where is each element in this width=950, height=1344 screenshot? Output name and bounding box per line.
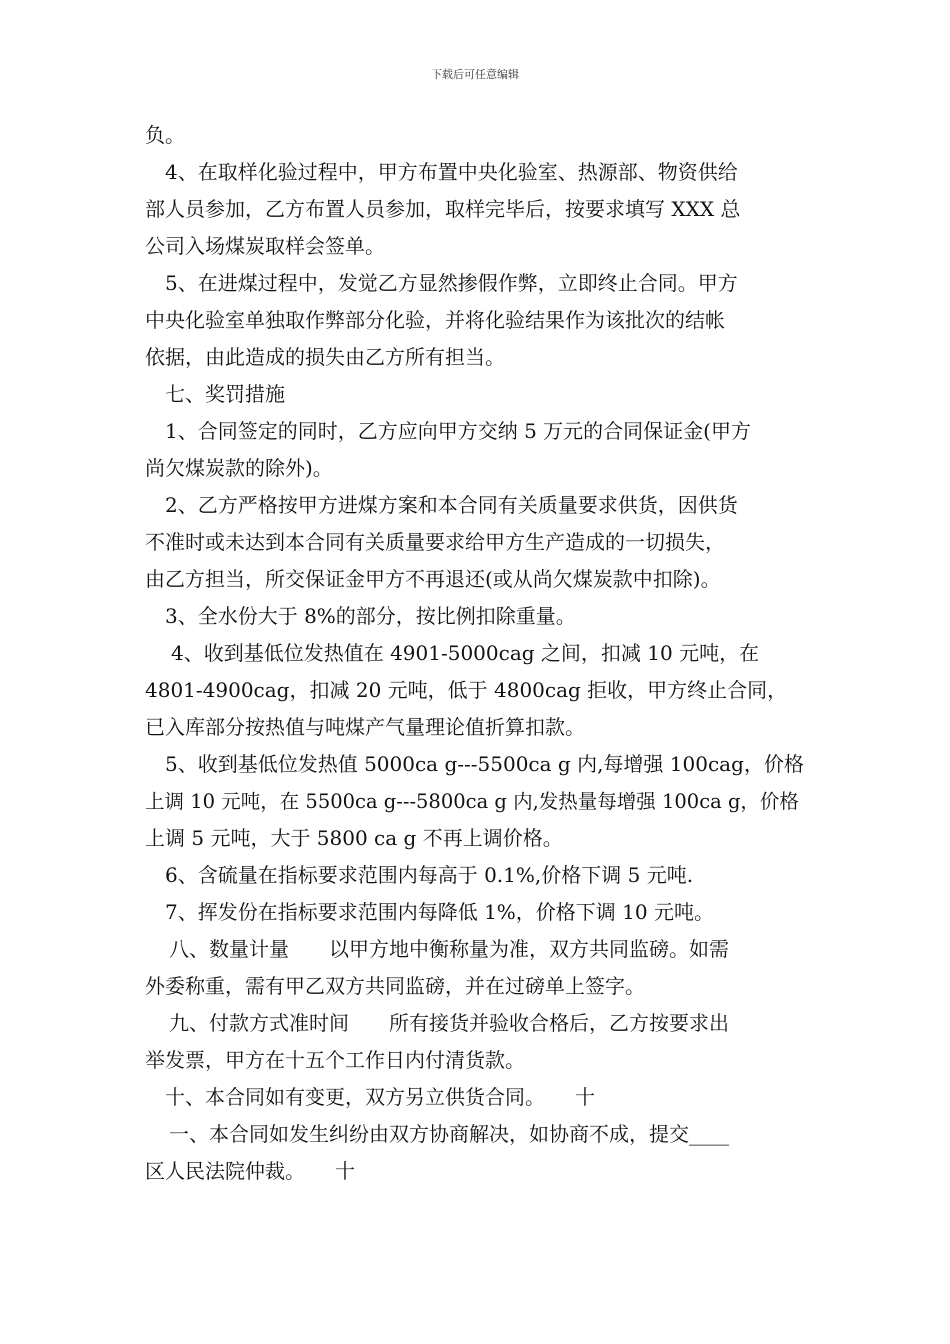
- paragraph-line: 部人员参加，乙方布置人员参加，取样完毕后，按要求填写 XXX 总: [145, 197, 741, 221]
- paragraph-line: 中央化验室单独取作弊部分化验，并将化验结果作为该批次的结帐: [145, 308, 725, 332]
- paragraph-line: 九、付款方式准时间 所有接货并验收合格后，乙方按要求出: [169, 1011, 729, 1035]
- paragraph-line: 6、含硫量在指标要求范围内每高于 0.1%,价格下调 5 元吨.: [165, 863, 694, 887]
- paragraph-line: 3、全水份大于 8%的部分，按比例扣除重量。: [165, 604, 576, 628]
- paragraph-line: 已入库部分按热值与吨煤产气量理论值折算扣款。: [145, 715, 585, 739]
- paragraph-line: 上调 10 元吨，在 5500ca g---5800ca g 内,发热量每增强 100ca g，价格: [145, 790, 799, 813]
- paragraph-line: 公司入场煤炭取样会签单。: [145, 234, 385, 258]
- paragraph-line: 十、本合同如有变更，双方另立供货合同。 十: [165, 1085, 595, 1109]
- paragraph-line: 负。: [145, 123, 185, 147]
- paragraph-line: 由乙方担当，所交保证金甲方不再退还(或从尚欠煤炭款中扣除)。: [145, 567, 721, 591]
- paragraph-line: 区人民法院仲裁。 十: [145, 1159, 355, 1183]
- paragraph-line: 七、奖罚措施: [165, 382, 285, 406]
- paragraph-line: 外委称重，需有甲乙双方共同监磅，并在过磅单上签字。: [145, 974, 645, 998]
- paragraph-line: 4、在取样化验过程中，甲方布置中央化验室、热源部、物资供给: [165, 160, 738, 184]
- paragraph-line: 一、本合同如发生纠纷由双方协商解决，如协商不成，提交____: [169, 1122, 729, 1146]
- paragraph-line: 4、收到基低位发热值在 4901-5000cag 之间，扣减 10 元吨，在: [171, 641, 760, 665]
- page-header: 下载后可任意编辑: [431, 68, 519, 81]
- document-body: [145, 117, 810, 1190]
- paragraph-line: 上调 5 元吨，大于 5800 ca g 不再上调价格。: [145, 826, 563, 850]
- paragraph-line: 2、乙方严格按甲方进煤方案和本合同有关质量要求供货，因供货: [165, 493, 738, 517]
- paragraph-line: 1、合同签定的同时，乙方应向甲方交纳 5 万元的合同保证金(甲方: [165, 419, 751, 443]
- paragraph-line: 尚欠煤炭款的除外)。: [145, 456, 333, 480]
- paragraph-line: 八、数量计量 以甲方地中衡称量为准，双方共同监磅。如需: [169, 937, 729, 961]
- paragraph-line: 4801-4900cag，扣减 20 元吨，低于 4800cag 拒收，甲方终止合同，: [145, 678, 788, 702]
- paragraph-line: 不准时或未达到本合同有关质量要求给甲方生产造成的一切损失，: [145, 530, 725, 554]
- paragraph-line: 举发票，甲方在十五个工作日内付清货款。: [145, 1048, 525, 1072]
- paragraph-line: 5、收到基低位发热值 5000ca g---5500ca g 内,每增强 100cag，价格: [165, 752, 804, 776]
- paragraph-line: 5、在进煤过程中，发觉乙方显然掺假作弊，立即终止合同。甲方: [165, 271, 738, 295]
- paragraph-line: 依据，由此造成的损失由乙方所有担当。: [145, 345, 505, 369]
- paragraph-line: 7、挥发份在指标要求范围内每降低 1%，价格下调 10 元吨。: [165, 900, 714, 924]
